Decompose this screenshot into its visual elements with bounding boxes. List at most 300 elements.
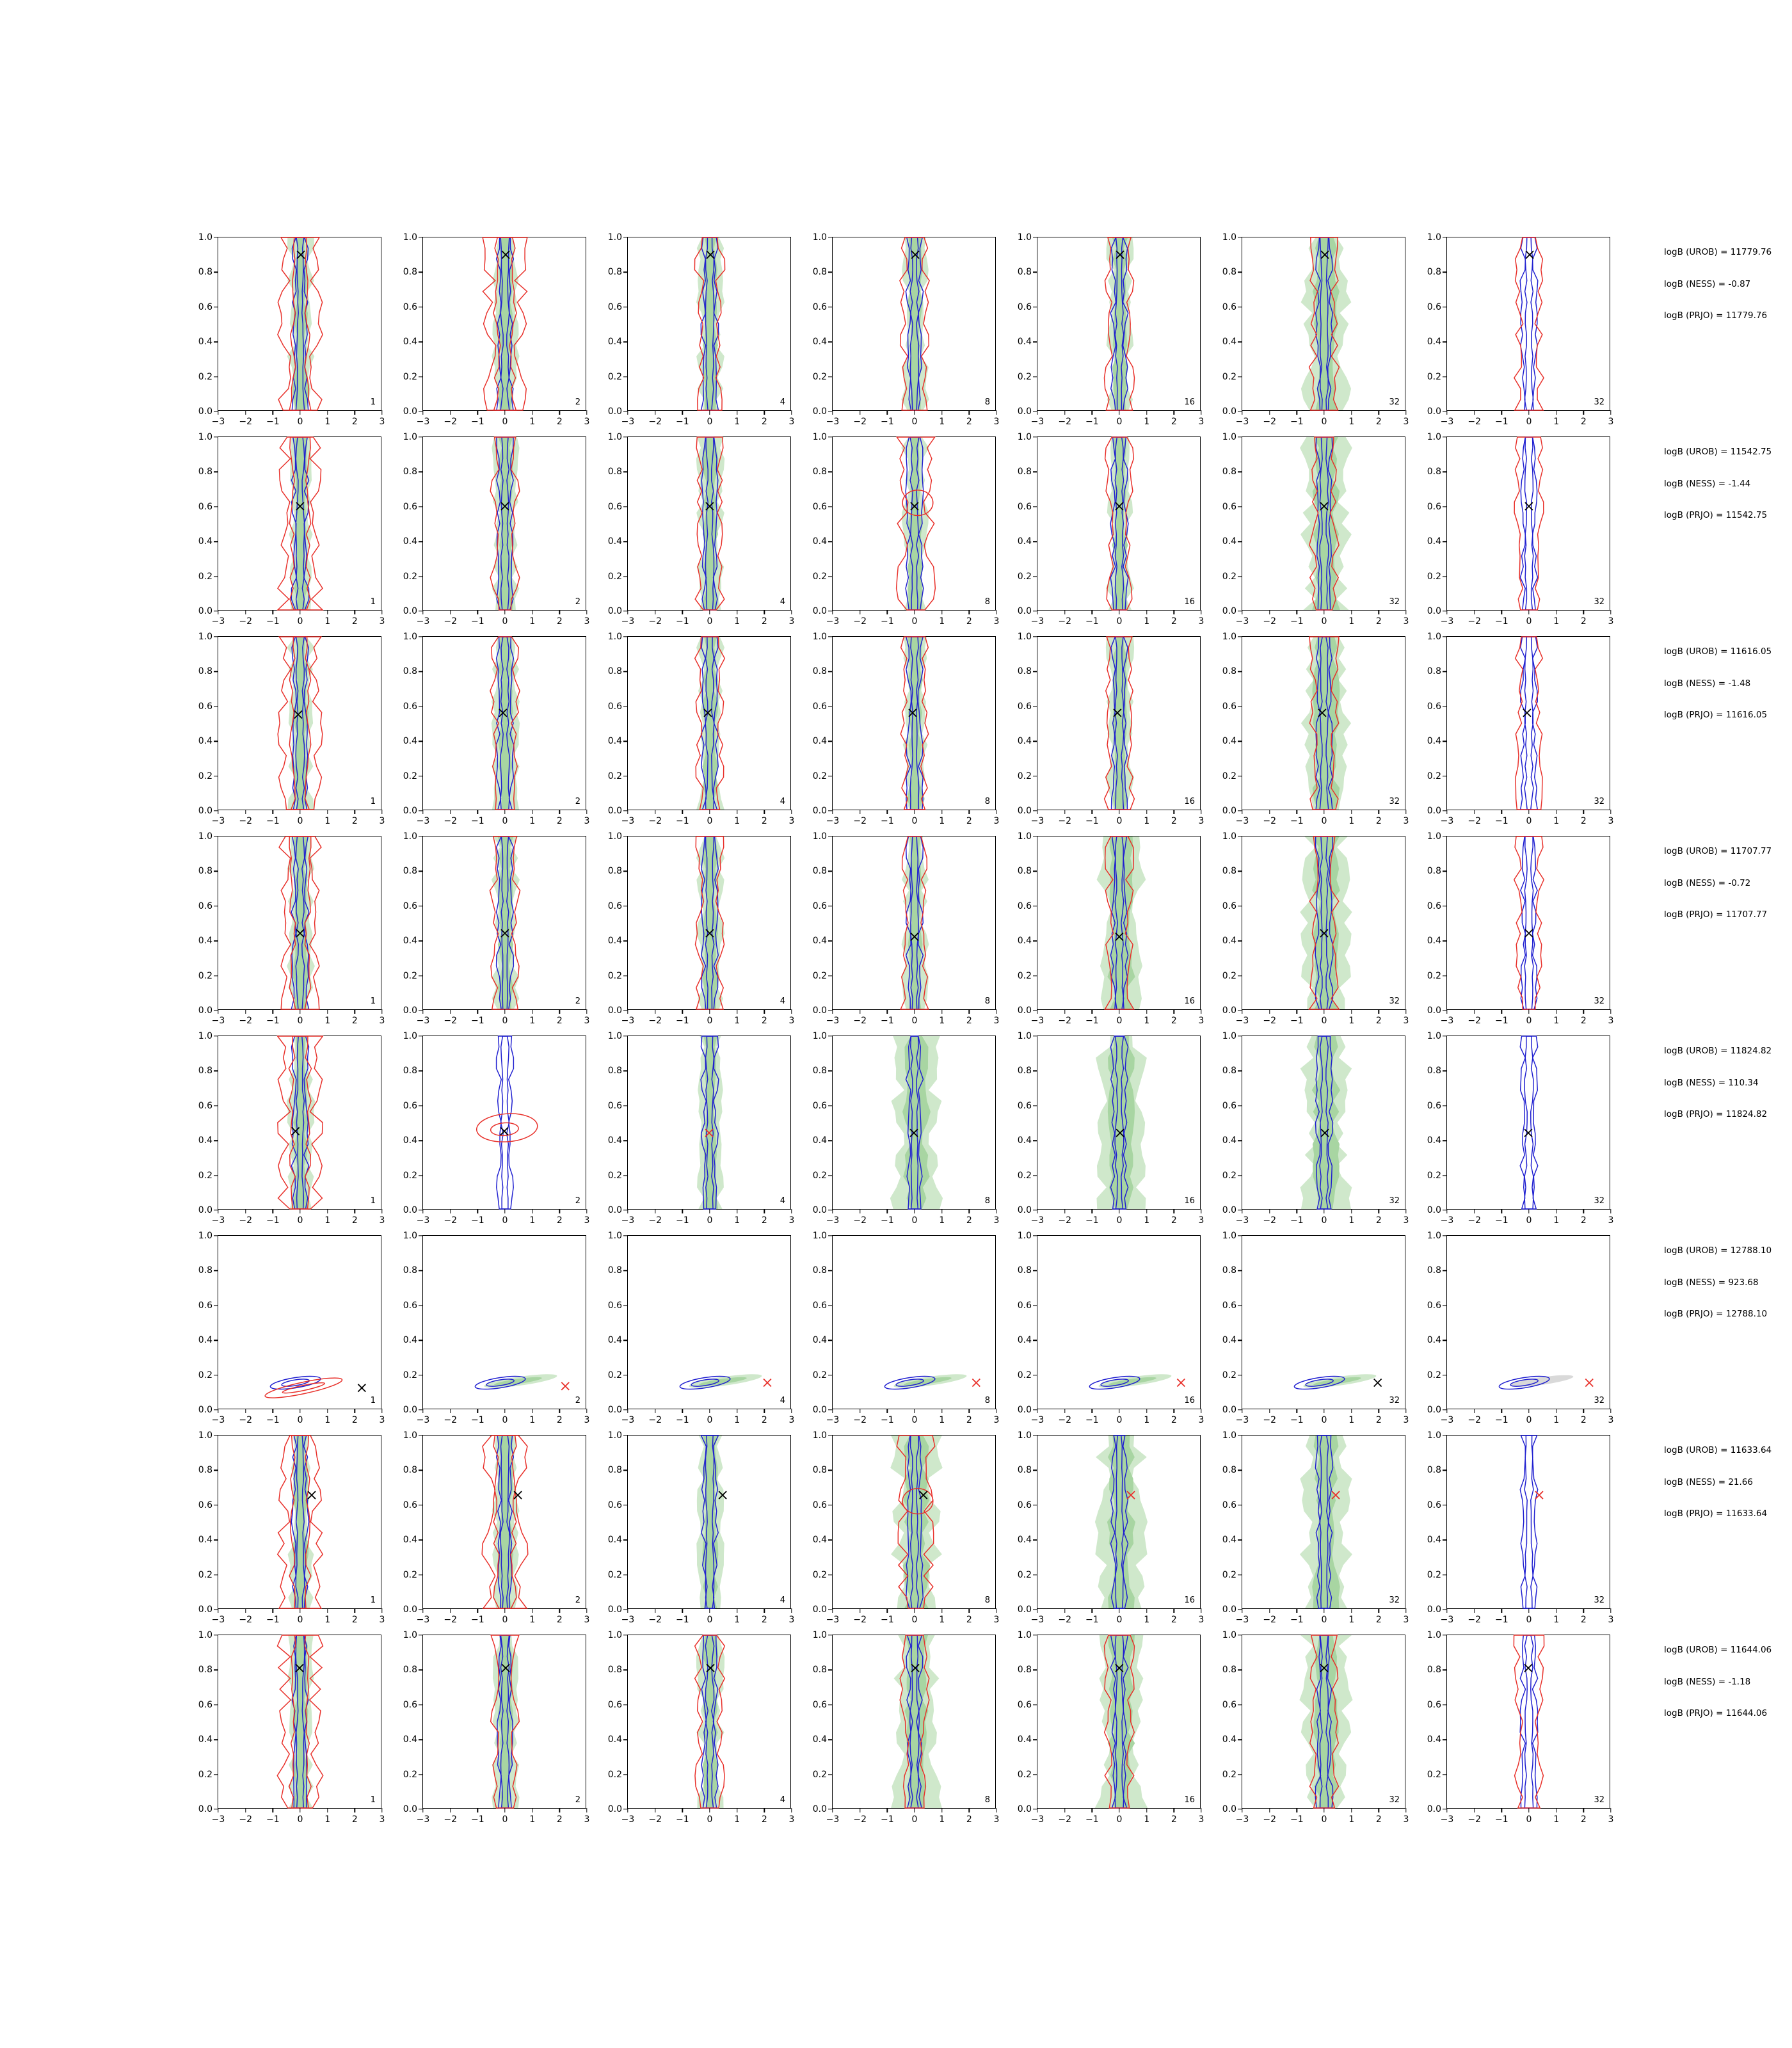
x-tick-label: 2 — [1171, 1415, 1177, 1425]
y-tick-label: 0.0 — [607, 606, 622, 616]
panel-corner-label: 32 — [1389, 597, 1400, 607]
x-tick-mark — [709, 610, 710, 614]
x-tick-mark — [627, 1209, 628, 1213]
x-tick-mark — [1405, 1009, 1406, 1014]
x-tick-label: 2 — [1375, 1814, 1382, 1825]
x-tick-label: −3 — [621, 417, 635, 427]
x-tick-label: 2 — [351, 616, 358, 627]
y-tick-label: 1.0 — [198, 831, 212, 842]
x-tick-label: 2 — [966, 1814, 972, 1825]
row-legend-line: logB (UROB) = 12788.10 — [1664, 1245, 1772, 1256]
panel-corner-label: 1 — [370, 1196, 376, 1206]
y-tick-mark — [214, 436, 218, 437]
panel-corner-label: 32 — [1594, 597, 1604, 607]
x-tick-label: 3 — [993, 1016, 1000, 1026]
x-tick-mark — [1405, 1209, 1406, 1213]
x-tick-label: −1 — [676, 417, 689, 427]
x-tick-label: 1 — [529, 1615, 536, 1625]
x-tick-label: −2 — [1058, 1615, 1071, 1625]
contour-panel — [812, 1031, 1000, 1226]
x-tick-mark — [1474, 810, 1475, 814]
subplot-cell — [1017, 831, 1204, 1026]
x-tick-mark — [764, 1608, 765, 1613]
x-tick-label: −1 — [881, 1814, 894, 1825]
x-tick-mark — [1146, 1009, 1147, 1014]
subplot-cell — [812, 432, 1000, 627]
x-tick-label: −3 — [416, 1814, 430, 1825]
y-tick-label: 1.0 — [198, 1630, 212, 1640]
y-tick-label: 0.2 — [1427, 1569, 1441, 1580]
x-tick-label: 3 — [1403, 816, 1409, 826]
x-tick-mark — [1610, 610, 1611, 614]
y-tick-label: 1.0 — [607, 1031, 622, 1041]
y-tick-label: 0.6 — [1222, 1300, 1236, 1311]
x-tick-label: −3 — [416, 1615, 430, 1625]
row-legend — [1664, 1646, 1772, 1741]
x-tick-mark — [887, 1409, 888, 1413]
y-tick-label: 0.6 — [812, 1699, 827, 1710]
y-tick-label: 0.6 — [198, 1699, 212, 1710]
y-tick-label: 1.0 — [403, 1630, 417, 1640]
x-tick-label: 0 — [707, 1215, 713, 1226]
x-tick-label: −3 — [1440, 816, 1454, 826]
x-tick-mark — [791, 810, 792, 814]
subplot-cell — [812, 632, 1000, 826]
x-tick-label: 3 — [993, 816, 1000, 826]
x-tick-label: −2 — [444, 1615, 457, 1625]
x-tick-label: −3 — [1440, 417, 1454, 427]
x-tick-label: −3 — [621, 1415, 635, 1425]
x-tick-label: −1 — [676, 1615, 689, 1625]
panel-corner-label: 8 — [984, 1795, 990, 1805]
y-tick-label: 1.0 — [812, 432, 827, 442]
contour-panel — [1427, 831, 1614, 1026]
x-tick-label: 0 — [911, 1615, 918, 1625]
y-tick-mark — [419, 1270, 423, 1271]
x-tick-mark — [422, 610, 423, 614]
x-tick-mark — [1528, 810, 1529, 814]
y-tick-label: 0.6 — [1017, 501, 1032, 512]
y-tick-label: 0.6 — [812, 1100, 827, 1111]
y-tick-label: 0.2 — [812, 1769, 827, 1780]
x-tick-mark — [422, 410, 423, 415]
x-tick-mark — [586, 1608, 587, 1613]
y-tick-label: 0.6 — [1222, 900, 1236, 911]
y-tick-label: 0.2 — [403, 1170, 417, 1181]
y-tick-label: 0.0 — [812, 1604, 827, 1615]
y-tick-label: 0.2 — [1427, 371, 1441, 382]
y-tick-mark — [1238, 1539, 1242, 1540]
y-tick-mark — [214, 1435, 218, 1436]
y-tick-label: 0.2 — [1017, 371, 1032, 382]
x-tick-label: −2 — [1468, 1215, 1481, 1226]
y-tick-label: 0.4 — [607, 337, 622, 348]
x-tick-label: −3 — [1235, 1016, 1249, 1026]
x-tick-mark — [1501, 1209, 1502, 1213]
x-tick-label: −2 — [853, 1215, 867, 1226]
x-tick-mark — [1610, 1409, 1611, 1413]
x-tick-mark — [709, 1209, 710, 1213]
y-tick-label: 0.0 — [812, 606, 827, 616]
y-tick-label: 0.8 — [403, 1066, 417, 1076]
contour-panel — [607, 232, 795, 427]
y-tick-mark — [419, 671, 423, 672]
x-tick-label: 2 — [966, 1016, 972, 1026]
y-tick-label: 0.4 — [607, 536, 622, 547]
y-tick-label: 0.8 — [1427, 1665, 1441, 1676]
x-tick-mark — [1583, 1409, 1584, 1413]
x-tick-mark — [1610, 1209, 1611, 1213]
x-tick-mark — [969, 1409, 970, 1413]
x-tick-label: −2 — [1263, 616, 1276, 627]
y-tick-label: 0.2 — [1017, 771, 1032, 781]
y-tick-mark — [214, 871, 218, 872]
true-value-marker — [1585, 1379, 1593, 1387]
y-tick-mark — [214, 740, 218, 741]
x-tick-label: −3 — [826, 1016, 840, 1026]
x-tick-label: −3 — [826, 417, 840, 427]
x-tick-mark — [1583, 1009, 1584, 1014]
subplot-cell — [1017, 1630, 1204, 1825]
y-tick-mark — [419, 1739, 423, 1740]
x-tick-label: −2 — [853, 616, 867, 627]
y-tick-label: 1.0 — [1427, 1430, 1441, 1441]
x-tick-label: −3 — [1030, 816, 1044, 826]
contour-panel — [1017, 632, 1204, 826]
x-tick-label: 1 — [1144, 1415, 1150, 1425]
row-legend-line: logB (NESS) = -1.44 — [1664, 478, 1751, 489]
subplot-cell — [812, 232, 1000, 427]
x-tick-label: −2 — [1058, 1415, 1071, 1425]
x-tick-label: −3 — [416, 1215, 430, 1226]
x-tick-label: 1 — [1348, 1814, 1355, 1825]
x-tick-label: 2 — [1375, 1615, 1382, 1625]
y-tick-label: 0.6 — [1017, 301, 1032, 312]
y-tick-label: 0.8 — [812, 1465, 827, 1476]
x-tick-label: −1 — [1290, 1814, 1304, 1825]
y-tick-mark — [214, 1305, 218, 1306]
x-tick-label: 3 — [379, 1415, 385, 1425]
x-tick-label: −3 — [1030, 1215, 1044, 1226]
y-tick-label: 0.6 — [607, 1500, 622, 1510]
y-tick-mark — [1443, 576, 1447, 577]
x-tick-label: 1 — [1348, 1016, 1355, 1026]
y-tick-label: 0.6 — [1017, 1100, 1032, 1111]
y-tick-label: 0.8 — [607, 666, 622, 677]
y-tick-label: 0.6 — [812, 900, 827, 911]
contour-panel — [198, 632, 385, 826]
x-tick-label: −3 — [1235, 1415, 1249, 1425]
y-tick-label: 0.2 — [403, 371, 417, 382]
y-tick-label: 0.2 — [403, 771, 417, 781]
subplot-cell — [607, 1231, 795, 1425]
x-tick-mark — [1528, 1608, 1529, 1613]
row-legend-line: logB (NESS) = 110.34 — [1664, 1077, 1759, 1088]
y-tick-label: 0.6 — [403, 1500, 417, 1510]
y-tick-label: 0.0 — [1017, 1205, 1032, 1215]
y-tick-mark — [214, 975, 218, 976]
x-tick-mark — [832, 610, 833, 614]
y-tick-label: 1.0 — [198, 232, 212, 243]
x-tick-label: 0 — [1321, 1215, 1327, 1226]
y-tick-label: 0.0 — [1427, 1405, 1441, 1415]
x-tick-label: 3 — [584, 1814, 590, 1825]
y-tick-label: 0.2 — [198, 371, 212, 382]
x-tick-label: −1 — [1495, 1215, 1508, 1226]
subplot-cell — [1222, 831, 1409, 1026]
x-tick-mark — [887, 610, 888, 614]
x-tick-label: 3 — [993, 1615, 1000, 1625]
panel-corner-label: 32 — [1594, 1596, 1604, 1605]
y-tick-label: 0.0 — [1017, 1604, 1032, 1615]
x-tick-label: 1 — [1553, 1615, 1560, 1625]
x-tick-mark — [969, 1808, 970, 1812]
x-tick-label: −3 — [826, 1215, 840, 1226]
x-tick-label: −2 — [1263, 1814, 1276, 1825]
x-tick-mark — [1474, 1209, 1475, 1213]
y-tick-label: 0.8 — [403, 1465, 417, 1476]
panel-corner-label: 32 — [1389, 797, 1400, 806]
x-tick-label: 0 — [1321, 1016, 1327, 1026]
x-tick-mark — [627, 410, 628, 415]
y-tick-label: 0.0 — [1017, 1804, 1032, 1814]
y-tick-mark — [419, 871, 423, 872]
y-tick-label: 0.0 — [198, 806, 212, 816]
x-tick-label: 3 — [1403, 1814, 1409, 1825]
y-tick-mark — [1033, 576, 1037, 577]
y-tick-mark — [623, 436, 628, 437]
x-tick-mark — [914, 410, 915, 415]
y-tick-label: 0.4 — [812, 1734, 827, 1745]
contour-panel — [198, 1430, 385, 1625]
y-tick-mark — [623, 1539, 628, 1540]
y-tick-label: 0.6 — [812, 501, 827, 512]
subplot-cell — [1017, 1231, 1204, 1425]
x-tick-label: 0 — [707, 616, 713, 627]
contour-panel — [812, 1630, 1000, 1825]
x-tick-label: 0 — [707, 1814, 713, 1825]
x-tick-mark — [941, 1608, 942, 1613]
row-legend-line: logB (UROB) = 11542.75 — [1664, 447, 1772, 457]
x-tick-label: 1 — [529, 417, 536, 427]
x-tick-label: −3 — [826, 616, 840, 627]
x-tick-label: −2 — [1263, 1215, 1276, 1226]
x-tick-label: 1 — [1144, 417, 1150, 427]
x-tick-mark — [887, 1209, 888, 1213]
y-tick-label: 0.0 — [403, 1205, 417, 1215]
panel-corner-label: 1 — [370, 1396, 376, 1405]
panel-corner-label: 2 — [575, 797, 580, 806]
x-tick-label: −1 — [1085, 616, 1099, 627]
x-tick-label: −2 — [1468, 1016, 1481, 1026]
x-tick-label: 1 — [529, 1215, 536, 1226]
x-tick-mark — [422, 1209, 423, 1213]
x-tick-mark — [969, 1209, 970, 1213]
x-tick-label: −1 — [1495, 1016, 1508, 1026]
y-tick-label: 0.8 — [1017, 1066, 1032, 1076]
x-tick-label: −3 — [621, 1016, 635, 1026]
x-tick-label: 2 — [1580, 1215, 1587, 1226]
x-tick-label: −3 — [211, 1615, 225, 1625]
subplot-cell — [607, 432, 795, 627]
y-tick-label: 0.8 — [812, 1265, 827, 1276]
y-tick-mark — [419, 975, 423, 976]
contour-panel — [1222, 232, 1409, 427]
x-tick-mark — [1064, 810, 1065, 814]
x-tick-label: −3 — [1030, 1016, 1044, 1026]
y-tick-label: 1.0 — [403, 1031, 417, 1041]
y-tick-label: 0.8 — [403, 467, 417, 477]
x-tick-mark — [1583, 1808, 1584, 1812]
y-tick-mark — [214, 1739, 218, 1740]
y-tick-mark — [623, 975, 628, 976]
panel-corner-label: 8 — [984, 797, 990, 806]
y-tick-label: 1.0 — [607, 632, 622, 642]
x-tick-label: −3 — [1030, 1814, 1044, 1825]
y-tick-label: 0.6 — [607, 1100, 622, 1111]
x-tick-label: −3 — [1235, 616, 1249, 627]
y-tick-label: 1.0 — [1017, 1231, 1032, 1241]
x-tick-label: 0 — [1321, 417, 1327, 427]
y-tick-mark — [623, 506, 628, 507]
y-tick-label: 0.0 — [403, 606, 417, 616]
y-tick-mark — [1238, 940, 1242, 941]
x-tick-label: −1 — [881, 1415, 894, 1425]
y-tick-mark — [214, 940, 218, 941]
x-tick-label: 0 — [502, 816, 508, 826]
y-tick-label: 0.4 — [1017, 1335, 1032, 1346]
x-tick-label: 2 — [1375, 1415, 1382, 1425]
x-tick-label: 2 — [1171, 417, 1177, 427]
subplot-cell — [1017, 432, 1204, 627]
x-tick-label: 0 — [297, 1615, 303, 1625]
y-tick-label: 1.0 — [403, 232, 417, 243]
y-tick-label: 0.6 — [198, 1500, 212, 1510]
y-tick-label: 0.6 — [198, 1300, 212, 1311]
x-tick-mark — [477, 1409, 478, 1413]
x-tick-label: −2 — [648, 1016, 662, 1026]
y-tick-label: 0.2 — [1427, 1170, 1441, 1181]
y-tick-mark — [1238, 706, 1242, 707]
x-tick-label: −2 — [1263, 1016, 1276, 1026]
x-tick-label: −1 — [1290, 1016, 1304, 1026]
x-tick-label: −2 — [444, 616, 457, 627]
x-tick-label: −1 — [1290, 417, 1304, 427]
y-tick-mark — [828, 341, 833, 342]
y-tick-label: 1.0 — [1222, 632, 1236, 642]
y-tick-mark — [828, 1305, 833, 1306]
x-tick-label: −1 — [676, 1814, 689, 1825]
x-tick-mark — [586, 1808, 587, 1812]
y-tick-label: 0.2 — [198, 1370, 212, 1380]
y-tick-label: 0.8 — [812, 1665, 827, 1676]
y-tick-label: 0.2 — [607, 1569, 622, 1580]
x-tick-mark — [477, 610, 478, 614]
row-legend — [1664, 1446, 1772, 1542]
y-tick-label: 0.8 — [1017, 467, 1032, 477]
y-tick-label: 0.2 — [607, 970, 622, 981]
y-tick-label: 0.8 — [1222, 1066, 1236, 1076]
x-tick-mark — [627, 610, 628, 614]
x-tick-label: 3 — [584, 417, 590, 427]
x-tick-label: −1 — [471, 1814, 484, 1825]
y-tick-label: 0.0 — [1427, 1604, 1441, 1615]
contour-panel — [1017, 1031, 1204, 1226]
contour-panel — [607, 1231, 795, 1425]
x-tick-mark — [1474, 1409, 1475, 1413]
x-tick-label: 1 — [1553, 616, 1560, 627]
y-tick-mark — [1033, 1305, 1037, 1306]
y-tick-mark — [214, 1704, 218, 1705]
y-tick-label: 0.0 — [812, 1405, 827, 1415]
x-tick-mark — [381, 1808, 382, 1812]
x-tick-label: 3 — [993, 1215, 1000, 1226]
y-tick-label: 0.4 — [1222, 536, 1236, 547]
y-tick-label: 0.4 — [812, 1135, 827, 1146]
x-tick-label: 1 — [939, 1415, 945, 1425]
x-tick-label: 0 — [1116, 616, 1123, 627]
y-tick-label: 0.4 — [1017, 1734, 1032, 1745]
x-tick-mark — [1610, 410, 1611, 415]
x-tick-label: 0 — [502, 616, 508, 627]
panel-corner-label: 1 — [370, 397, 376, 407]
contour-panel — [1017, 1430, 1204, 1625]
x-tick-label: 1 — [1348, 816, 1355, 826]
x-tick-label: 1 — [939, 1016, 945, 1026]
y-tick-label: 0.2 — [198, 970, 212, 981]
panel-corner-label: 4 — [780, 1396, 785, 1405]
y-tick-label: 0.6 — [1222, 301, 1236, 312]
y-tick-mark — [828, 740, 833, 741]
y-tick-mark — [1443, 1270, 1447, 1271]
y-tick-label: 0.2 — [403, 1569, 417, 1580]
x-tick-mark — [764, 610, 765, 614]
x-tick-mark — [1610, 1009, 1611, 1014]
y-tick-label: 0.8 — [198, 267, 212, 278]
x-tick-label: 3 — [1608, 1016, 1614, 1026]
y-tick-label: 0.4 — [1017, 536, 1032, 547]
y-tick-label: 0.0 — [403, 1405, 417, 1415]
x-tick-label: 3 — [1608, 1415, 1614, 1425]
x-tick-mark — [1474, 1808, 1475, 1812]
y-tick-label: 0.8 — [198, 1465, 212, 1476]
subplot-cell — [1427, 1630, 1614, 1825]
y-tick-mark — [828, 376, 833, 377]
x-tick-label: 3 — [1608, 616, 1614, 627]
y-tick-label: 0.2 — [812, 371, 827, 382]
x-tick-label: 1 — [1553, 1415, 1560, 1425]
y-tick-label: 0.0 — [1427, 606, 1441, 616]
x-tick-mark — [1501, 1808, 1502, 1812]
y-tick-label: 0.4 — [198, 337, 212, 348]
x-tick-label: −3 — [1235, 1615, 1249, 1625]
x-tick-mark — [381, 410, 382, 415]
x-tick-label: −1 — [881, 1615, 894, 1625]
x-tick-mark — [477, 410, 478, 415]
x-tick-label: 3 — [1198, 1814, 1204, 1825]
x-tick-mark — [1501, 1608, 1502, 1613]
y-tick-mark — [1033, 975, 1037, 976]
row-legend-line: logB (PRJO) = 12788.10 — [1664, 1309, 1768, 1319]
x-tick-mark — [450, 410, 451, 415]
panel-corner-label: 4 — [780, 1596, 785, 1605]
contour-panel — [1427, 1031, 1614, 1226]
y-tick-label: 0.6 — [1222, 501, 1236, 512]
panel-corner-label: 32 — [1389, 1196, 1400, 1206]
y-tick-label: 0.6 — [1017, 1699, 1032, 1710]
x-tick-label: 3 — [1608, 1814, 1614, 1825]
row-legend-line: logB (NESS) = -1.18 — [1664, 1676, 1751, 1687]
